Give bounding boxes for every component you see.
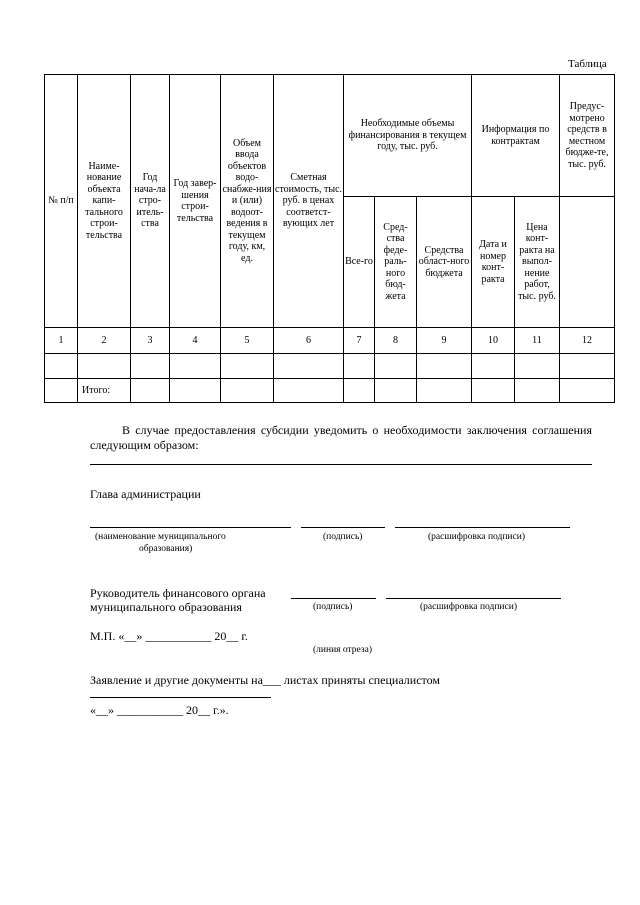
- column-number: 11: [515, 328, 560, 354]
- caption-decode: (расшифровка подписи): [420, 602, 517, 612]
- column-number: 7: [344, 328, 375, 354]
- caption-signature: (подпись): [313, 602, 353, 612]
- column-number: 4: [170, 328, 221, 354]
- signature-line: [301, 527, 385, 528]
- column-number: 6: [274, 328, 344, 354]
- total-label: Итого:: [78, 379, 131, 403]
- fill-line: [90, 464, 592, 465]
- caption-signature: (подпись): [323, 532, 363, 542]
- receipt-date: «__» ___________ 20__ г.».: [90, 703, 229, 717]
- header-total: Все-го: [344, 197, 375, 328]
- signature-line: [395, 527, 570, 528]
- header-empty: [560, 197, 615, 328]
- receipt-text: Заявление и другие документы на___ листах приняты специалистом: [90, 673, 440, 687]
- header-regional-budget: Средства област-ного бюджета: [417, 197, 472, 328]
- stamp-line: М.П. «__» ___________ 20__ г.: [90, 629, 248, 643]
- header-contract-price: Цена конт-ракта на выпол-нение работ, тыс. руб.: [515, 197, 560, 328]
- caption-municipality: образования): [139, 544, 193, 554]
- column-number: 12: [560, 328, 615, 354]
- caption-decode: (расшифровка подписи): [428, 532, 525, 542]
- header-start-year: Год нача-ла стро-итель-ства: [131, 75, 170, 328]
- column-number: 10: [472, 328, 515, 354]
- header-estimated-cost: Сметная стоимость, тыс. руб. в ценах соответст-вующих лет: [274, 75, 344, 328]
- head-title: Глава администрации: [90, 487, 201, 501]
- column-number: 8: [375, 328, 417, 354]
- header-federal-budget: Сред-ства феде-раль-ного бюд-жета: [375, 197, 417, 328]
- signature-line: [90, 527, 291, 528]
- cut-line-label: (линия отреза): [313, 645, 373, 655]
- notice-paragraph: В случае предоставления субсидии уведомить о необходимости заключения соглашения следующим образом:: [90, 423, 592, 452]
- caption-municipality-name: (наименование муниципального: [95, 532, 226, 542]
- fin-title-line2: муниципального образования: [90, 600, 242, 614]
- header-volume: Объем ввода объектов водо-снабже-ния и (или) водоот-ведения в текущем году, км, ед.: [221, 75, 274, 328]
- table-row: [45, 354, 615, 379]
- header-num: № п/п: [45, 75, 78, 328]
- column-number: 5: [221, 328, 274, 354]
- header-contract-date: Дата и номер конт-ракта: [472, 197, 515, 328]
- signature-line: [291, 598, 376, 599]
- capital-construction-table: [44, 74, 615, 403]
- header-object-name: Наиме-нование объекта капи-тального строи-тельства: [78, 75, 131, 328]
- table-caption: Таблица: [568, 58, 607, 70]
- specialist-line: [90, 697, 271, 698]
- total-row: [45, 379, 615, 403]
- fin-title-line1: Руководитель финансового органа: [90, 586, 266, 600]
- header-contracts: Информация по контрактам: [472, 75, 560, 197]
- header-funding: Необходимые объемы финансирования в текущем году, тыс. руб.: [344, 75, 472, 197]
- column-number: 2: [78, 328, 131, 354]
- header-end-year: Год завер-шения строи-тельства: [170, 75, 221, 328]
- column-number: 3: [131, 328, 170, 354]
- signature-line: [386, 598, 561, 599]
- column-number: 1: [45, 328, 78, 354]
- header-local-budget: Предус-мотрено средств в местном бюдже-те, тыс. руб.: [560, 75, 615, 197]
- column-number: 9: [417, 328, 472, 354]
